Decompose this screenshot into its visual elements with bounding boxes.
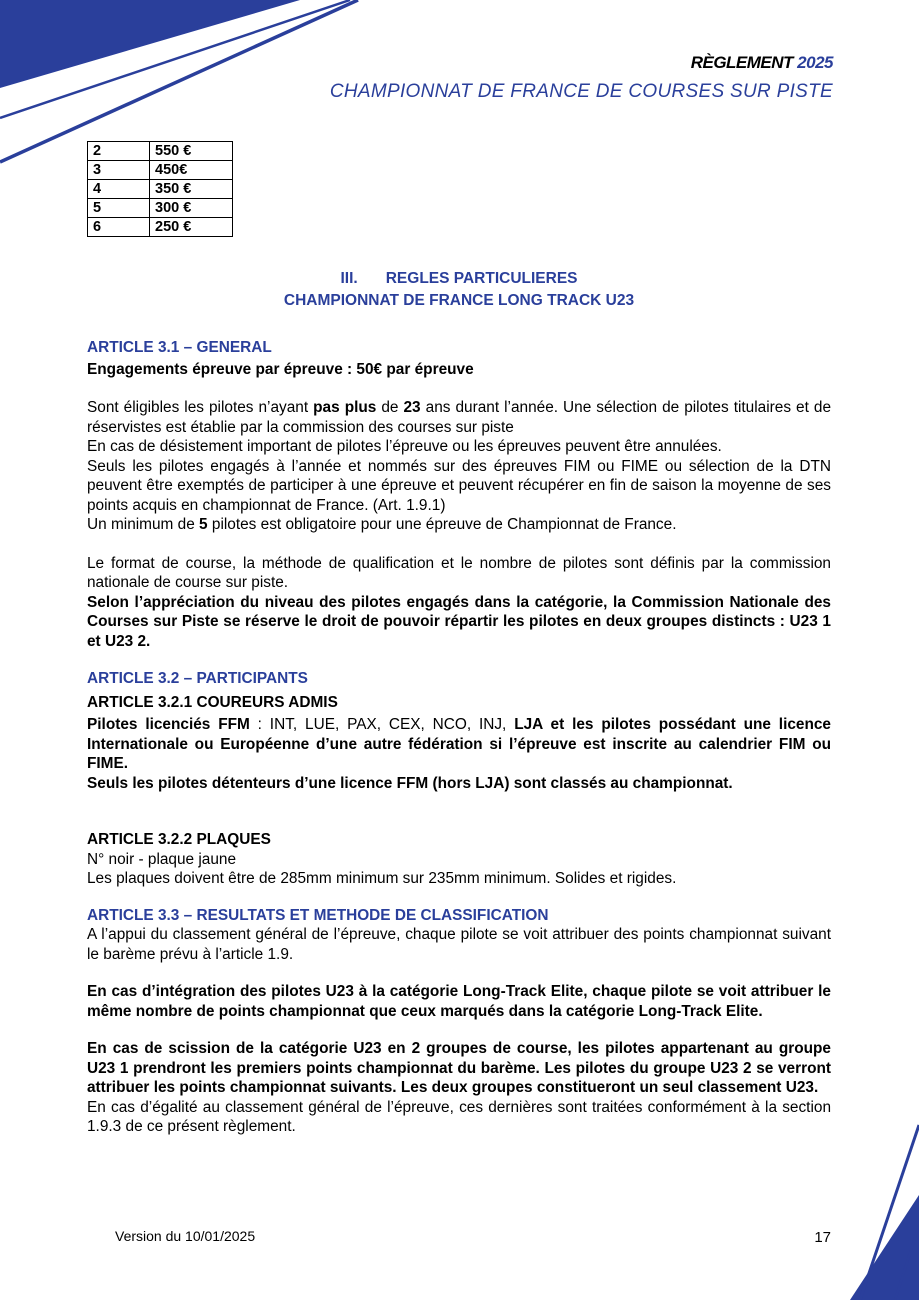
text-run: : INT, LUE, PAX, CEX, NCO, INJ,	[249, 716, 515, 733]
top-left-blue-band	[0, 0, 300, 88]
text-run-bold: LJA et les pilotes possédant une licence Internationale ou Européenne d’une autre fédération si l’épreuve est inscrite au calendrier FIM ou FIME.	[87, 716, 831, 772]
bottom-right-blue-band	[850, 1195, 919, 1300]
licenses-paragraph	[87, 715, 831, 774]
article-3-1-heading: ARTICLE 3.1 – GENERAL	[87, 339, 272, 356]
cancellation-paragraph: En cas de désistement important de pilotes l’épreuve ou les épreuves peuvent être annulées.	[87, 438, 722, 455]
footer-version: Version du 10/01/2025	[115, 1228, 256, 1244]
group-split-paragraph: En cas de scission de la catégorie U23 en 2 groupes de course, les pilotes appartenant au groupe U23 1 prendront les premiers points championnat du barème. Les pilotes du groupe U23 2 se verront attribuer les points championnat suivants. Les deux groupes constitueront un seul classement U23.	[87, 1040, 831, 1096]
plate-color-line: N° noir - plaque jaune	[87, 850, 237, 868]
points-paragraph: A l’appui du classement général de l’épreuve, chaque pilote se voit attribuer des points championnat suivant le barème prévu à l’article 1.9.	[87, 926, 831, 963]
article-3-3-heading: ARTICLE 3.3 – RESULTATS ET METHODE DE CLASSIFICATION	[87, 906, 549, 924]
text-run: pilotes est obligatoire pour une épreuve de Championnat de France.	[207, 516, 677, 533]
article-3-2-1-heading: ARTICLE 3.2.1 COUREURS ADMIS	[87, 693, 338, 711]
header-title-word: RÈGLEMENT	[690, 53, 793, 72]
prize-amount: 250 €	[150, 218, 233, 237]
article-3-2-2-heading: ARTICLE 3.2.2 PLAQUES	[87, 831, 271, 848]
prize-amount: 450€	[150, 161, 233, 180]
prize-position: 2	[88, 142, 150, 161]
section-subtitle: CHAMPIONNAT DE FRANCE LONG TRACK U23	[283, 292, 635, 309]
eligibility-paragraph	[87, 398, 831, 437]
text-run-bold: 23	[403, 399, 421, 416]
article-3-2-heading: ARTICLE 3.2 – PARTICIPANTS	[87, 670, 308, 687]
prize-position: 5	[88, 199, 150, 218]
exemption-paragraph: Seuls les pilotes engagés à l’année et nommés sur des épreuves FIM ou FIME ou sélection de la DTN peuvent être exemptés de participer à une épreuve et peuvent récupérer en fin de saison la moyenne de ses points acquis en championnat de France. (Art. 1.9.1)	[87, 457, 831, 514]
text-run: Sont éligibles les pilotes n’ayant	[87, 399, 314, 416]
table-row	[88, 199, 233, 218]
table-row	[88, 180, 233, 199]
section-heading	[87, 268, 831, 312]
text-run: ans durant l’année. Une sélection de pilotes titulaires et de réservistes est établie par la commission des courses sur piste	[87, 399, 832, 436]
text-run-bold: 5	[199, 516, 208, 533]
prize-position: 3	[88, 161, 150, 180]
document-header-subtitle: CHAMPIONNAT DE FRANCE DE COURSES SUR PISTE	[329, 81, 833, 102]
prize-position: 6	[88, 218, 150, 237]
prize-amount: 550 €	[150, 142, 233, 161]
header-title-year: 2025	[797, 53, 833, 72]
table-row	[88, 161, 233, 180]
race-format-paragraph: Le format de course, la méthode de qualification et le nombre de pilotes sont définis par la commission nationale de course sur piste.	[87, 554, 831, 591]
classification-license-paragraph: Seuls les pilotes détenteurs d’une licence FFM (hors LJA) sont classés au championnat.	[87, 774, 733, 792]
prize-amount: 350 €	[150, 180, 233, 199]
tie-break-paragraph: En cas d’égalité au classement général de l’épreuve, ces dernières sont traitées conformément à la section 1.9.3 de ce présent règlement.	[87, 1098, 831, 1135]
document-body	[87, 268, 831, 1137]
text-run: de	[376, 399, 404, 416]
elite-integration-paragraph: En cas d’intégration des pilotes U23 à la catégorie Long-Track Elite, chaque pilote se voit attribuer le même nombre de points championnat que ceux marqués dans la catégorie Long-Track Elite.	[87, 983, 831, 1020]
page-number: 17	[814, 1229, 831, 1246]
section-number: III.	[340, 270, 358, 287]
prize-amount: 300 €	[150, 199, 233, 218]
section-title: REGLES PARTICULIERES	[385, 270, 578, 287]
groups-paragraph: Selon l’appréciation du niveau des pilotes engagés dans la catégorie, la Commission Nationale des Courses sur Piste se réserve le droit de pouvoir répartir les pilotes en deux groupes distincts : U23 1 et U23 2.	[87, 593, 831, 650]
table-row	[88, 218, 233, 237]
table-row	[88, 142, 233, 161]
engagements-line: Engagements épreuve par épreuve : 50€ par épreuve	[87, 360, 474, 378]
prize-position: 4	[88, 180, 150, 199]
text-run: Un minimum de	[87, 516, 200, 533]
plate-size-line: Les plaques doivent être de 285mm minimum sur 235mm minimum. Solides et rigides.	[87, 870, 677, 887]
prize-table	[87, 141, 233, 237]
minimum-pilots-paragraph	[87, 515, 831, 535]
text-run-bold: pas plus	[313, 399, 377, 416]
text-run-bold: Pilotes licenciés FFM	[87, 716, 250, 733]
document-header-title	[691, 53, 833, 73]
